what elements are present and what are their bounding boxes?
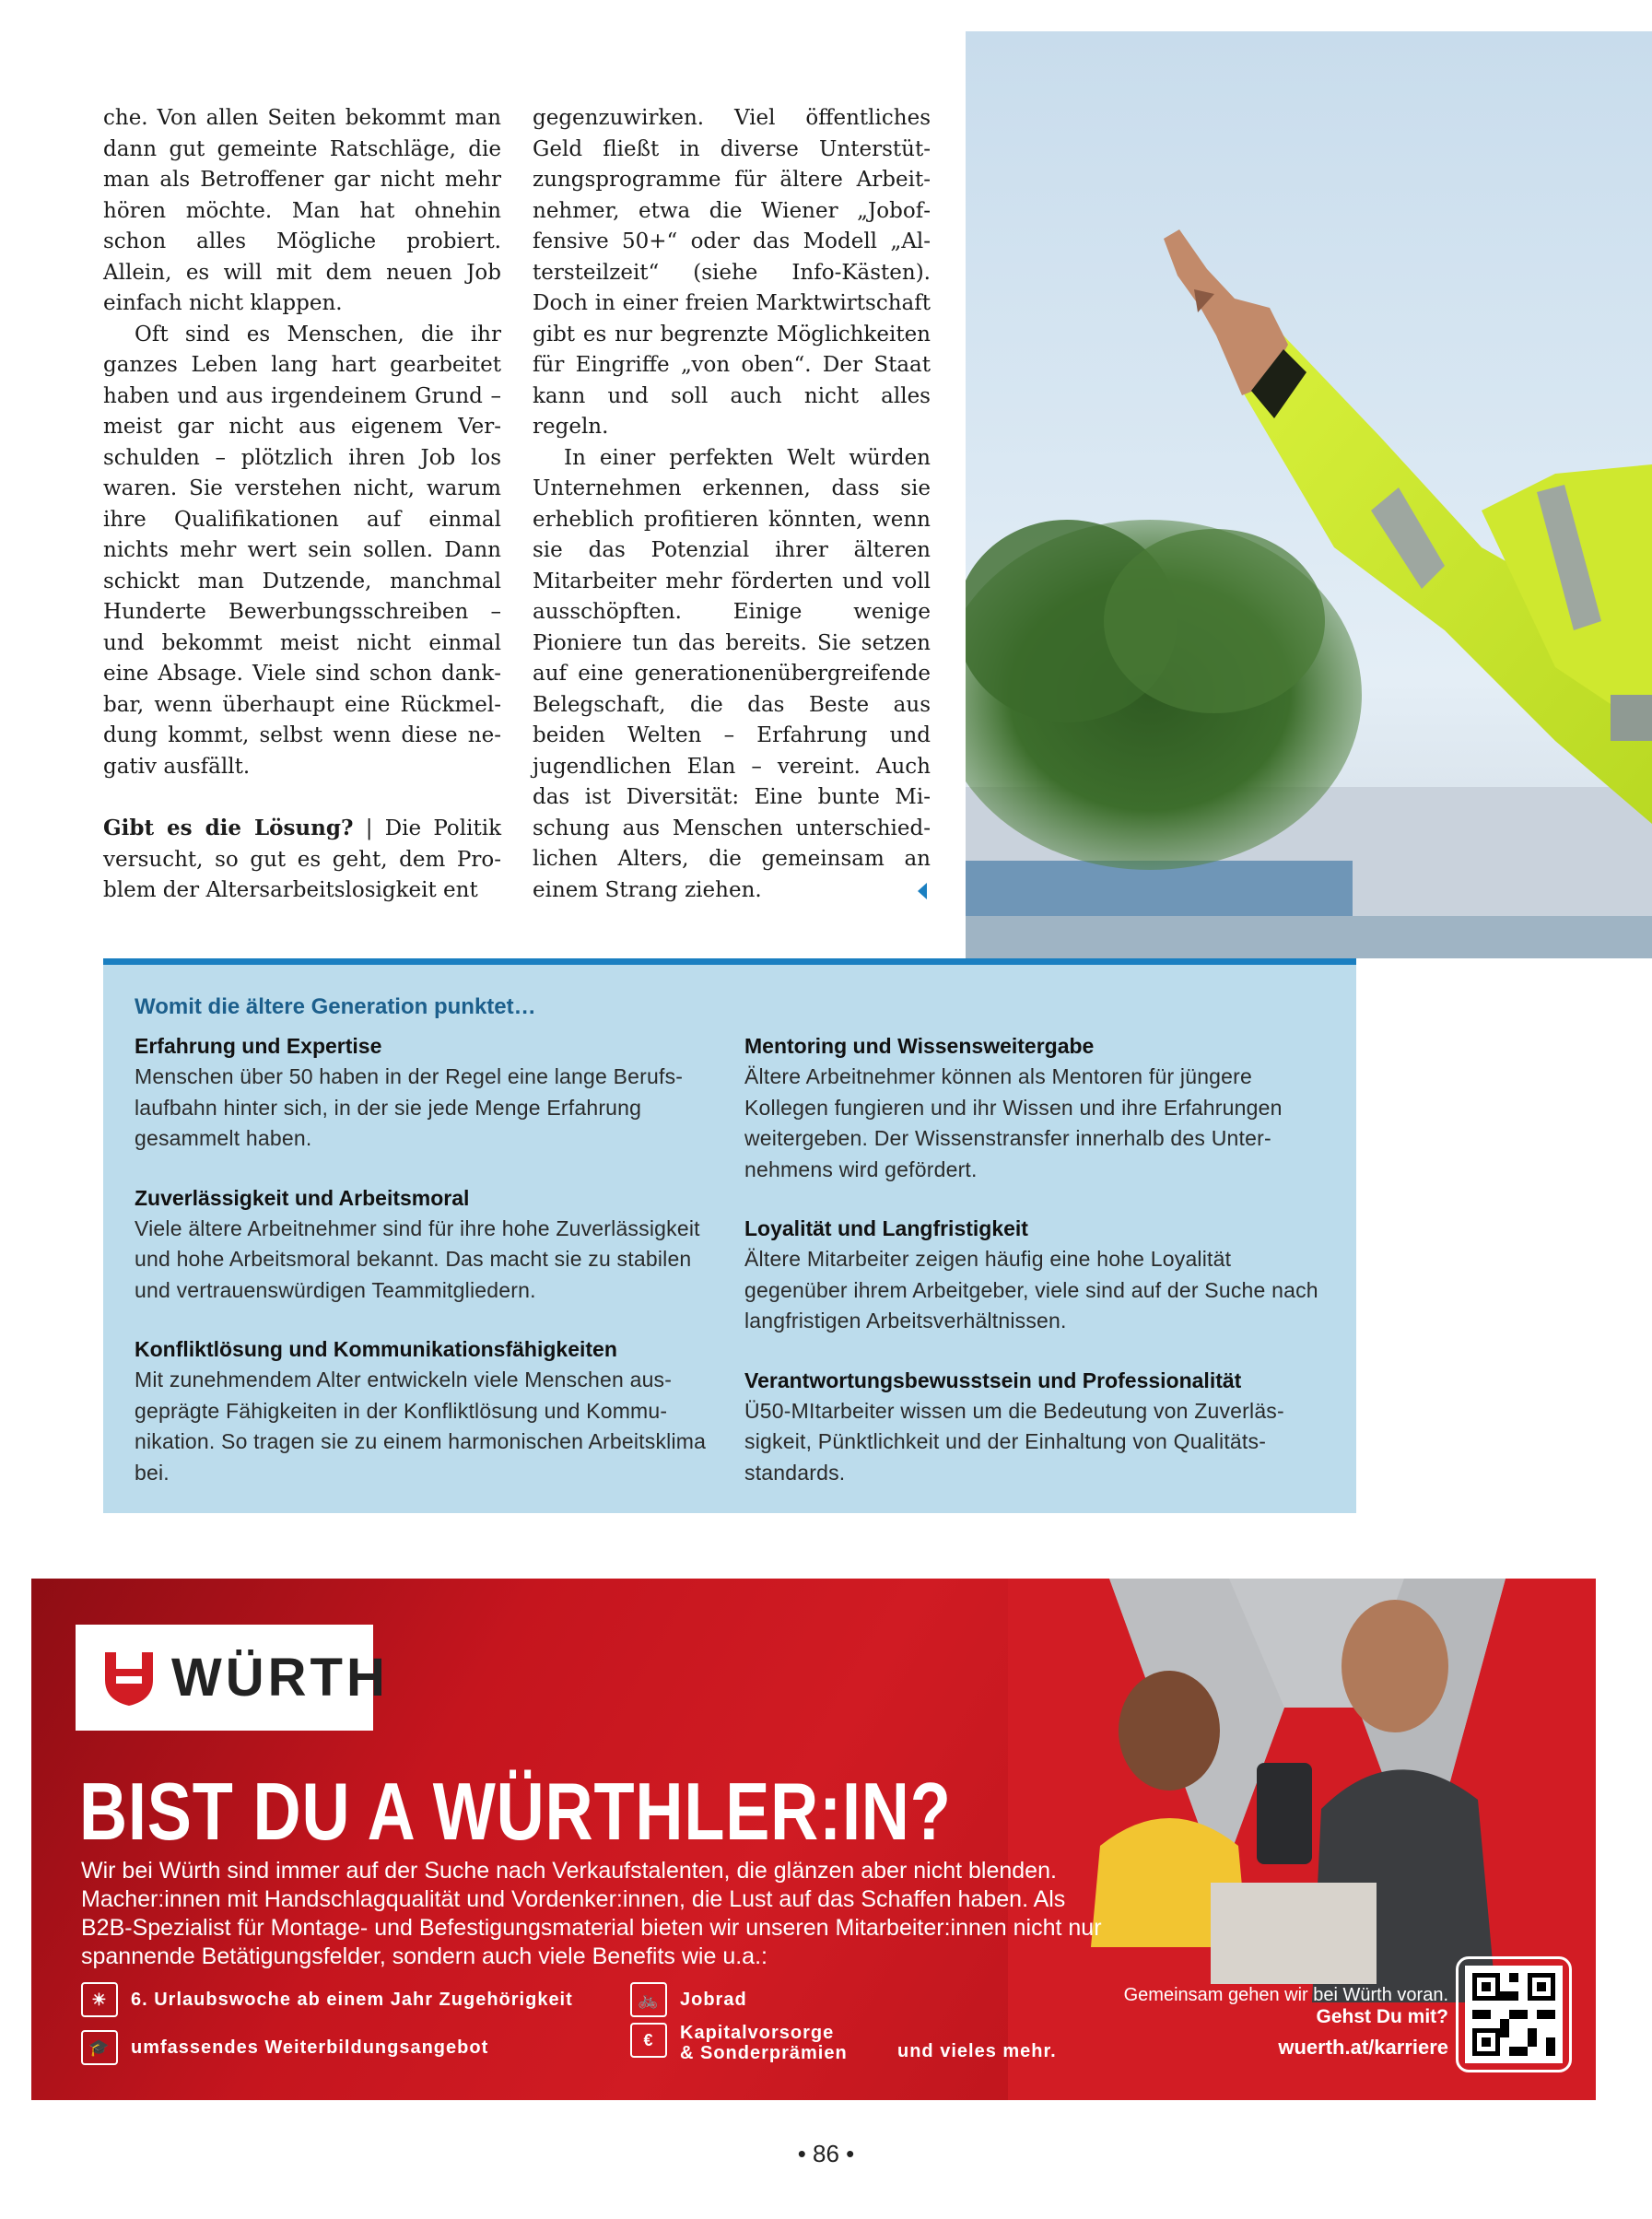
benefit-pension [630, 2023, 848, 2063]
page-number: • 86 • [797, 2140, 855, 2167]
ad-cta: Gehst Du mit? [1316, 2006, 1448, 2027]
info-column-left [135, 1031, 713, 1517]
benefit-bike [630, 1982, 747, 2017]
benefit-label: 6. Urlaubswoche ab einem Jahr Zugehörigkeit [131, 1989, 573, 2010]
photo-illustration [966, 31, 1652, 958]
info-item-heading: Loyalität und Langfristigkeit [744, 1216, 1028, 1240]
info-item-text: Viele ältere Arbeitnehmer sind für ihre hohe Zuverlässigkeit und hohe Arbeitsmoral bekannt. Das macht sie zu stabilen und vertrauenswürdigen Teammitgliedern. [135, 1215, 700, 1302]
info-item-heading: Erfahrung und Expertise [135, 1034, 382, 1058]
info-item [744, 1366, 1323, 1489]
info-item [744, 1214, 1323, 1337]
benefit-more [897, 2041, 1057, 2062]
info-column-right [744, 1031, 1323, 1517]
info-item [135, 1183, 713, 1307]
article-paragraph-text: In einer perfekten Welt würden Unternehmen erkennen, dass sie erheblich profitieren könnten, wenn sie das Potenzial ihrer älteren Mitarbeiter mehr förderten und voll ausschöpften. Einige wenige Pioniere tun das bereits. Sie setzen auf eine generationenübergreifende Belegschaft, die das Beste aus beiden Welten – Erfahrung und jugendlichen Elan – vereint. Auch das ist Diversität: Eine bunte Mischung aus Menschen unterschiedlichen Alters, die gemeinsam an einem Strang ziehen. [533, 445, 931, 902]
info-item [135, 1334, 713, 1488]
info-item [135, 1031, 713, 1155]
benefit-label-line: & Sonderprämien [680, 2043, 848, 2063]
benefit-label: Jobrad [680, 1989, 747, 2010]
article-paragraph [533, 443, 931, 907]
article-paragraph: Oft sind es Menschen, die ihr ganzes Leben lang hart gearbeitet haben und aus irgendeinem Grund – meist gar nicht aus eigenem Verschulden – plötzlich ihren Job los waren. Sie verstehen nicht, warum ihre Qualifikationen auf einmal nichts mehr wert sein sollen. Dann schickt man Dutzende, manchmal Hunderte Bewerbungsschreiben – und bekommt meist nicht einmal eine Absage. Viele sind schon dankbar, wenn überhaupt eine Rückmeldung kommt, selbst wenn diese negativ ausfällt. [103, 322, 501, 779]
article-column-right [533, 103, 931, 906]
benefit-label: und vieles mehr. [897, 2041, 1057, 2061]
qr-code-pattern [1472, 1973, 1555, 2056]
benefit-label-line: Kapitalvorsorge [680, 2023, 835, 2043]
article-photo [966, 31, 1652, 958]
info-item-text: Ältere Mitarbeiter zeigen häufig eine hohe Loyalität gegenüber ihrem Arbeitgeber, viele sind auf der Suche nach langfristigen Arbeitsverhältnissen. [744, 1247, 1318, 1333]
article-column-left [103, 103, 501, 907]
beach-icon: ☀ [81, 1982, 118, 2017]
money-icon: € [630, 2023, 667, 2058]
info-item-text: Ältere Arbeitnehmer können als Mentoren für jüngere Kollegen fungieren und ihr Wissen und ihre Erfahrungen weitergeben. Der Wissenstransfer innerhalb des Unternehmens wird gefördert. [744, 1064, 1283, 1181]
ad-slogan [1124, 1984, 1448, 2028]
end-of-article-icon [918, 883, 927, 899]
article-subheading-text: | Die Politik versucht, so gut es geht, dem Problem der Altersarbeitslosigkeit ent [103, 816, 502, 902]
ad-body-text: Wir bei Würth sind immer auf der Suche nach Verkaufstalenten, die glänzen aber nicht blenden. Macher:innen mit Handschlagqualität und Vordenker:innen, die Lust auf das Schaffen haben. Als B2B-Spezialist für Montage- und Befestigungsmaterial bieten wir unseren Mitarbeiter:innen nicht nur spannende Betätigungsfelder, sondern auch viele Benefits wie u.a.: [81, 1858, 1102, 1969]
info-item-text: Menschen über 50 haben in der Regel eine lange Berufslaufbahn hinter sich, in der sie jede Menge Erfahrung gesammelt haben. [135, 1064, 683, 1150]
info-item-heading: Konfliktlösung und Kommunikationsfähigkeiten [135, 1337, 617, 1361]
wuerth-logo-text: WÜRTH [171, 1648, 389, 1708]
article-paragraph: gegenzuwirken. Viel öffentliches Geld fließt in diverse Unterstützungsprogramme für ältere Arbeitnehmer, etwa die Wiener „Joboffensive 50+“ oder das Modell „Altersteilzeit“ (siehe Info-Kästen). Doch in einer freien Marktwirtschaft gibt es nur begrenzte Möglichkeiten für Eingriffe „von oben“. Der Staat kann und soll auch nicht alles regeln. [533, 106, 931, 439]
article-paragraph [103, 813, 501, 907]
ad-slogan-text: Gemeinsam gehen wir bei Würth voran. [1123, 1985, 1448, 2005]
benefit-training [81, 2030, 488, 2065]
ad-headline: BIST DU A WÜRTHLER:IN? [79, 1766, 952, 1857]
info-item-heading: Mentoring und Wissensweitergabe [744, 1034, 1095, 1058]
wuerth-advertisement[interactable] [31, 1579, 1596, 2100]
info-item-text: Ü50-MItarbeiter wissen um die Bedeutung von Zuverlässigkeit, Pünktlichkeit und der Einhaltung von Qualitätsstandards. [744, 1398, 1284, 1485]
benefit-label: umfassendes Weiterbildungsangebot [131, 2037, 489, 2058]
ad-url-link[interactable]: wuerth.at/karriere [1278, 2036, 1448, 2059]
benefit-label [680, 2023, 848, 2063]
info-item-text: Mit zunehmendem Alter entwickeln viele Menschen ausgeprägte Fähigkeiten in der Konfliktlösung und Kommunikation. So tragen sie zu einem harmonischen Arbeitsklima bei. [135, 1368, 707, 1485]
article-subheading: Gibt es die Lösung? [103, 816, 354, 840]
wuerth-logo-icon [101, 1649, 157, 1708]
qr-code-icon[interactable] [1465, 1966, 1563, 2063]
graduation-cap-icon: 🎓 [81, 2030, 118, 2065]
bicycle-icon: 🚲 [630, 1982, 667, 2017]
info-box-title: Womit die ältere Generation punktet… [135, 994, 536, 1019]
info-item-heading: Zuverlässigkeit und Arbeitsmoral [135, 1185, 470, 1210]
info-item-heading: Verantwortungsbewusstsein und Professionalität [744, 1368, 1242, 1392]
benefit-vacation [81, 1982, 573, 2017]
wuerth-logo[interactable] [76, 1625, 389, 1731]
info-box [103, 958, 1356, 1513]
info-item [744, 1031, 1323, 1185]
article-paragraph: che. Von allen Seiten bekommt man dann gut gemeinte Ratschläge, die man als Betroffener gar nicht mehr hören möchte. Man hat ohnehin schon alles Mögliche probiert. Allein, es will mit dem neuen Job einfach nicht klappen. [103, 106, 501, 315]
